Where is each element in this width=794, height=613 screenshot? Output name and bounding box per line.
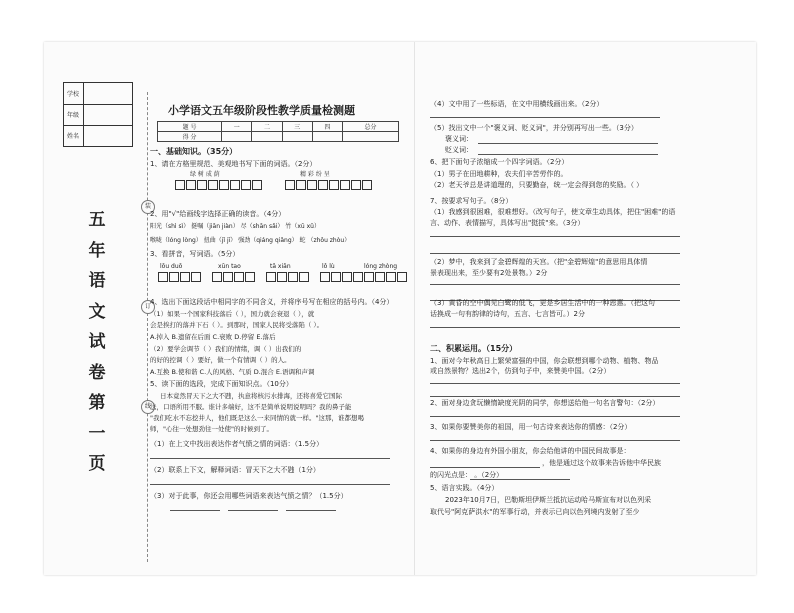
passage-text: "我们吃水不忘挖井人，他们既是这么一来同情的就一样。"这那，谁都想喝 <box>150 414 364 422</box>
question-sub-text: A.互换 B.使和谐 C.人的风格、气质 D.混合 E.语调和声调 <box>150 368 315 376</box>
vertical-char: 语 <box>88 271 106 291</box>
info-row-grade[interactable] <box>64 104 132 126</box>
score-header-cell: 四 <box>312 122 342 132</box>
question-text: 5、读下面的选段，完成下面知识点。（10分） <box>150 380 293 388</box>
question-text: 5、语言实践。（4分） <box>430 484 499 492</box>
question-text: （4）文中用了一些标语，在文中用横线画出来。（2分） <box>430 100 604 108</box>
binding-mark: 装 <box>141 200 155 214</box>
answer-label: 贬义词： <box>445 146 473 154</box>
question-text: 6、把下面句子浓缩成一个四字词语。（2分） <box>430 158 569 166</box>
writing-grid[interactable] <box>320 272 363 282</box>
vertical-char: 五 <box>88 210 106 230</box>
score-input-cell[interactable] <box>222 132 252 142</box>
answer-line[interactable] <box>286 510 336 511</box>
answer-line[interactable] <box>430 396 680 397</box>
writing-grid[interactable] <box>266 272 309 282</box>
answer-line[interactable] <box>478 143 658 144</box>
question-text: 3、如果你要赞美你的祖国，用一句古诗来表达你的情感：（2分） <box>430 423 632 431</box>
info-label: 姓名 <box>67 133 80 140</box>
answer-line[interactable] <box>470 479 570 480</box>
score-input-cell[interactable] <box>282 132 312 142</box>
writing-grid[interactable] <box>158 272 201 282</box>
answer-line[interactable] <box>430 440 680 441</box>
question-text: 7、按要求写句子。（8分） <box>430 197 513 205</box>
writing-grid[interactable] <box>212 272 255 282</box>
vertical-char: 页 <box>88 454 106 474</box>
question-text: 4、如果你的身边有外国小朋友，你会给他讲的中国民间故事是： <box>430 447 631 455</box>
passage-text: 法，口语所用不服。谁计多端好，这不是简单说明说明吗？我的鼻子能 <box>150 403 352 411</box>
passage-text: 2023年10月7日，巴勒斯坦伊斯兰抵抗运动哈马斯宣布对以色列采 <box>445 496 652 504</box>
question-text: 的闪光点是： 。（2分） <box>430 471 504 479</box>
writing-grid[interactable] <box>285 180 372 190</box>
question-sub-text: 喉咙（lóng lòng） 扭曲（jǐ jī） 强劲（qiáng qiǎng） 蛇 （zhǒu zhòu） <box>150 237 351 244</box>
question-sub-text: 会是挨打的落并下石（ ）。到那时，国家人民将受落陷（ ）。 <box>150 321 324 329</box>
score-label-cell: 得 分 <box>158 132 222 142</box>
answer-line[interactable] <box>150 458 390 459</box>
question-text: 3、看拼音，写词语。（5分） <box>150 250 240 258</box>
answer-line[interactable] <box>430 117 660 118</box>
question-text: （2）梦中，我来到了金碧辉煌的天宫。（把"金碧辉煌"的意思用具体情 <box>430 258 648 266</box>
vertical-char: 年 <box>88 240 106 261</box>
passage-text: 师，"心往一处想劲往一处使"的时候到了。 <box>150 425 273 433</box>
pinyin: tā xiān <box>270 263 291 270</box>
info-row-name[interactable] <box>64 125 132 146</box>
student-info-box <box>63 82 133 147</box>
question-sub-text: A.掉入 B.遗留在后面 C.衰败 D.停留 E.落后 <box>150 333 276 341</box>
question-sub-text: （1）如果一个国家科技落后（ ），国力就会衰退（ ），就 <box>150 310 315 318</box>
question-text: 或自然景物？选出2个，仿到句子中，来赞美中国。（2分） <box>430 367 611 375</box>
section-heading: 一、基础知识。（35分） <box>150 147 238 156</box>
vertical-char: 文 <box>88 301 106 322</box>
answer-line[interactable] <box>430 467 540 468</box>
answer-line[interactable] <box>430 253 680 254</box>
question-text: 言、动作、表情描写，具体写出"挺拔"来。（3分） <box>430 219 585 227</box>
question-text: 1、面对今年秋高日上繁荣富强的中国，你会联想到哪个动物、植物、物品 <box>430 357 659 365</box>
writing-grid[interactable] <box>364 272 407 282</box>
score-header-cell: 三 <box>282 122 312 132</box>
answer-line[interactable] <box>430 327 680 328</box>
passage-text: 取代号"阿克萨洪水"的军事行动，并表示已向以色列境内发射了至少 <box>430 508 640 516</box>
question-sub-text: 绿 树 成 荫 <box>190 171 220 178</box>
question-text: 2、用"√"给画线字选择正确的读音。（4分） <box>150 210 286 218</box>
score-header-cell: 一 <box>222 122 252 132</box>
score-header-cell: 题 号 <box>158 122 222 132</box>
info-label: 学校 <box>67 91 80 98</box>
binding-mark: 订 <box>141 300 155 314</box>
question-text: （3）黄昏的空中偶见白鹭的低飞，更是乡居生活中的一种恩惠。（把这句 <box>430 299 655 307</box>
question-text: （1）在上文中找出表达作者气愤之情的词语：（1.5分） <box>150 440 324 448</box>
question-text: 1、请在方格里规范、美观地书写下面的词语。（2分） <box>150 160 317 168</box>
answer-line[interactable] <box>430 236 680 237</box>
score-input-cell[interactable] <box>312 132 342 142</box>
score-header-cell: 总分 <box>342 122 398 132</box>
answer-line[interactable] <box>150 484 390 485</box>
info-row-school[interactable] <box>64 83 132 105</box>
answer-line[interactable] <box>478 154 658 155</box>
writing-grid[interactable] <box>175 180 262 190</box>
answer-line[interactable] <box>430 284 680 285</box>
question-sub-text: （2）要学会调节（ ）我们的情绪，调（ ）出我们的 <box>150 345 302 353</box>
question-text: （3）对于此事，你还会用哪些词语来表达气愤之情？（1.5分） <box>150 492 348 500</box>
answer-line[interactable] <box>228 510 278 511</box>
question-sub-text: 阳光（shì sì） 挺嘱（jiān jiàn） 尽（shān sǎi） 竹（xū xǔ） <box>150 223 320 230</box>
vertical-char: 一 <box>88 423 106 444</box>
score-table <box>157 121 399 142</box>
pinyin: lōu duō <box>160 263 183 270</box>
score-header-cell: 二 <box>252 122 282 132</box>
score-input-cell[interactable] <box>252 132 282 142</box>
binding-line <box>147 92 149 562</box>
pinyin: lóng zhòng <box>364 263 398 270</box>
info-label: 年级 <box>67 112 80 119</box>
page-fold <box>414 42 415 575</box>
vertical-char: 第 <box>88 393 106 413</box>
question-sub-text: 精 彩 纷 呈 <box>300 171 330 178</box>
exam-title: 小学语文五年级阶段性教学质量检测题 <box>168 104 355 117</box>
question-text: （1）男子在田地耕种，农夫们辛苦劳作的。 <box>430 170 568 178</box>
question-text: ，他是通过这个故事来告诉他中华民族 <box>542 459 661 467</box>
pinyin: lǒ lù <box>322 263 335 270</box>
answer-line[interactable] <box>170 510 220 511</box>
answer-line[interactable] <box>430 416 680 417</box>
answer-line[interactable] <box>430 383 680 384</box>
question-text: （1）我感到很困难，很难想好。（改写句子，使文章生动具体，把住"困难"的语 <box>430 208 676 216</box>
question-text: 景表现出来，至少要有2处景物。）2分 <box>430 269 548 277</box>
vertical-char: 试 <box>88 332 106 352</box>
question-text: （2）老天爷总是讲道理的，只要勤奋，统一定会得到您的奖励。（ ） <box>430 181 644 189</box>
question-text: 话换成一句有韵律的诗句，五言、七言皆可。）2分 <box>430 310 585 318</box>
binding-mark: 线 <box>141 400 155 414</box>
pinyin: xūn tao <box>218 263 241 270</box>
question-text: 2、面对身边贪玩懒惰缺度光阴的同学，你想送给他一句名言警句：（2分） <box>430 399 660 407</box>
vertical-page-title <box>86 205 108 480</box>
passage-text: 日本竟然冒天下之大不韪，执意将核污水排海，还将喜爱它国际 <box>160 392 342 400</box>
question-sub-text: 的好的控调（ ）要好，做一个有情调（ ）的人。 <box>150 356 291 364</box>
answer-label: 褒义词： <box>445 135 473 143</box>
question-text: （2）联系上下文，解释词语：冒天下之大不韪（1分） <box>150 466 320 474</box>
section-heading: 二、积累运用。（15分） <box>430 344 518 353</box>
vertical-char: 卷 <box>88 362 106 383</box>
question-text: 4、选出下面这段话中相同字的不同含义，并将序号写在相应的括号内。（4分） <box>150 298 394 306</box>
score-input-cell[interactable] <box>342 132 398 142</box>
question-text: （5）找出文中一个"褒义词、贬义词"，并分别再写出一些。（3分） <box>430 124 638 132</box>
